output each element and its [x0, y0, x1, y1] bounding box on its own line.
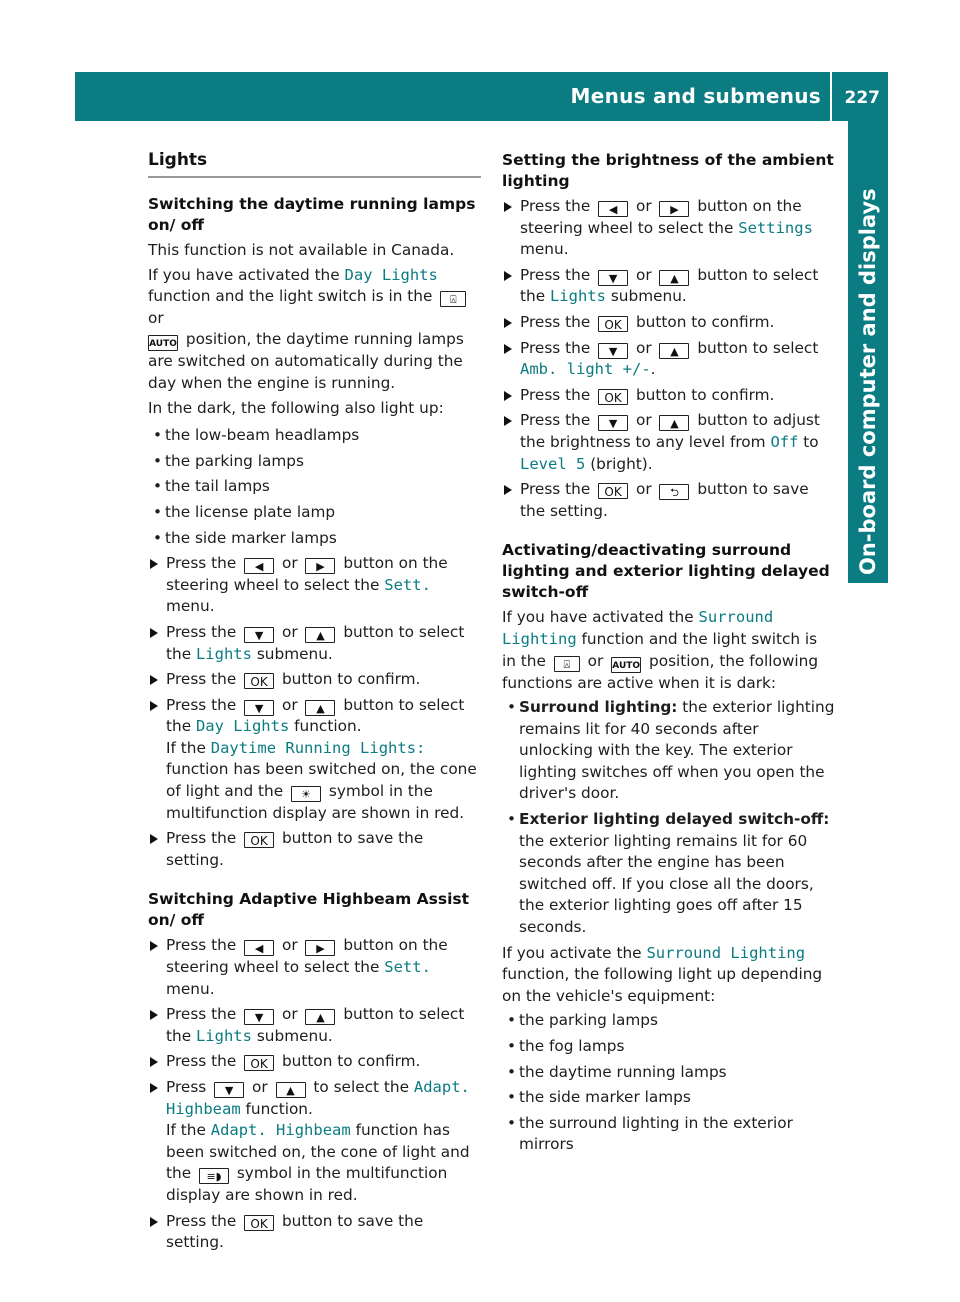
page-number: 227: [844, 88, 880, 108]
up-arrow-icon: ▲: [659, 270, 689, 286]
list-item: • the surround lighting in the exterior mirrors: [502, 1113, 835, 1156]
down-arrow-icon: ▼: [598, 270, 628, 286]
heading-daytime-running-lamps: Switching the daytime running lamps on/ off: [148, 195, 476, 234]
list-item: • Surround lighting: the exterior lighting remains lit for 40 seconds after unlocking with the key. The exterior lighting switches off when you open the driver's door.: [502, 697, 835, 805]
up-arrow-icon: ▲: [305, 1009, 335, 1025]
display-text: Day Lights: [344, 265, 438, 284]
headlamp-switch-icon: ⍓: [440, 291, 466, 307]
heading-surround-lighting: Activating/deactivating surround lighting and exterior lighting delayed switch-off: [502, 541, 830, 602]
ok-button-icon: OK: [244, 673, 274, 689]
header-divider: [830, 72, 832, 121]
step: Press the ▼ or ▲ button to select the Lights submenu.: [148, 622, 481, 665]
paragraph: If you have activated the Surround Lighting function and the light switch is in the ⍓ or AUTO position, the following functions are active when it is dark:: [502, 608, 819, 692]
up-arrow-icon: ▲: [659, 343, 689, 359]
up-arrow-icon: ▲: [305, 627, 335, 643]
step: Press the OK button to confirm.: [148, 1051, 481, 1073]
list-item: • the license plate lamp: [148, 502, 481, 524]
paragraph: In the dark, the following also light up:: [148, 398, 444, 417]
down-arrow-icon: ▼: [214, 1082, 244, 1098]
ok-button-icon: OK: [598, 316, 628, 332]
list-item: • the fog lamps: [502, 1036, 835, 1058]
auto-switch-icon: AUTO: [148, 335, 178, 351]
step: Press ▼ or ▲ to select the Adapt. Highbeam function. If the Adapt. Highbeam function has been switched on, the cone of light and the ≡◗ symbol in the multifunction display are shown in red.: [148, 1077, 481, 1207]
sun-icon: ☀: [291, 786, 321, 802]
paragraph: If you have activated the Day Lights function and the light switch is in the ⍓ or AUTO position, the daytime running lamps are switched on automatically during the day when the engine is running.: [148, 265, 481, 395]
list-item: • the daytime running lamps: [502, 1062, 835, 1084]
ok-button-icon: OK: [244, 1215, 274, 1231]
heading-ambient-lighting: Setting the brightness of the ambient lighting: [502, 151, 834, 190]
chapter-tab-label: On-board computer and displays: [856, 188, 880, 575]
left-column: [148, 150, 481, 1258]
paragraph: If you activate the Surround Lighting function, the following light up depending on the vehicle's equipment:: [502, 943, 823, 1005]
step: Press the OK or ⮌ button to save the setting.: [502, 479, 835, 522]
up-arrow-icon: ▲: [659, 415, 689, 431]
right-arrow-icon: ▶: [659, 201, 689, 217]
headlamp-switch-icon: ⍓: [554, 656, 580, 672]
step: Press the ▼ or ▲ button to select the Lights submenu.: [502, 265, 835, 308]
right-arrow-icon: ▶: [305, 940, 335, 956]
left-arrow-icon: ◀: [598, 201, 628, 217]
step: Press the ▼ or ▲ button to select the Day Lights function. If the Daytime Running Lights: function has been switched on, the cone of light and the ☀ symbol in the multifunction display are shown in red.: [148, 695, 481, 825]
step: Press the ▼ or ▲ button to adjust the brightness to any level from Off to Level 5 (bright).: [502, 410, 835, 475]
list-item: • the parking lamps: [148, 451, 481, 473]
left-arrow-icon: ◀: [244, 940, 274, 956]
step: Press the OK button to confirm.: [502, 385, 835, 407]
up-arrow-icon: ▲: [276, 1082, 306, 1098]
list-item: • the tail lamps: [148, 476, 481, 498]
step: Press the ◀ or ▶ button on the steering wheel to select the Sett. menu.: [148, 935, 481, 1000]
step: Press the ◀ or ▶ button on the steering wheel to select the Settings menu.: [502, 196, 835, 261]
step: Press the ▼ or ▲ button to select Amb. light +/-.: [502, 338, 835, 381]
list-item: • the low-beam headlamps: [148, 425, 481, 447]
auto-switch-icon: AUTO: [611, 657, 641, 673]
list-item: • the side marker lamps: [148, 528, 481, 550]
step: Press the ▼ or ▲ button to select the Lights submenu.: [148, 1004, 481, 1047]
highbeam-icon: ≡◗: [199, 1168, 229, 1184]
down-arrow-icon: ▼: [598, 343, 628, 359]
header-title: Menus and submenus: [570, 84, 821, 108]
page-header: [75, 72, 888, 121]
list-item: • the side marker lamps: [502, 1087, 835, 1109]
chapter-side-tab: [848, 121, 888, 583]
ok-button-icon: OK: [244, 1055, 274, 1071]
ok-button-icon: OK: [244, 832, 274, 848]
step: Press the OK button to save the setting.: [148, 828, 481, 871]
ok-button-icon: OK: [598, 483, 628, 499]
step: Press the ◀ or ▶ button on the steering wheel to select the Sett. menu.: [148, 553, 481, 618]
paragraph: This function is not available in Canada.: [148, 241, 455, 259]
step: Press the OK button to save the setting.: [148, 1211, 481, 1254]
list-item: • the parking lamps: [502, 1010, 835, 1032]
list-item: • Exterior lighting delayed switch-off: the exterior lighting remains lit for 60 seconds after the engine has been switched off. If you close all the doors, the exterior lighting goes off after 15 seconds.: [502, 809, 835, 939]
section-heading-lights: Lights: [148, 150, 481, 178]
down-arrow-icon: ▼: [244, 1009, 274, 1025]
down-arrow-icon: ▼: [244, 627, 274, 643]
right-arrow-icon: ▶: [305, 558, 335, 574]
ok-button-icon: OK: [598, 389, 628, 405]
step: Press the OK button to confirm.: [502, 312, 835, 334]
back-button-icon: ⮌: [659, 484, 689, 500]
down-arrow-icon: ▼: [598, 415, 628, 431]
up-arrow-icon: ▲: [305, 700, 335, 716]
down-arrow-icon: ▼: [244, 700, 274, 716]
right-column: [502, 150, 835, 1160]
heading-adaptive-highbeam: Switching Adaptive Highbeam Assist on/ off: [148, 890, 470, 930]
step: Press the OK button to confirm.: [148, 669, 481, 691]
left-arrow-icon: ◀: [244, 558, 274, 574]
